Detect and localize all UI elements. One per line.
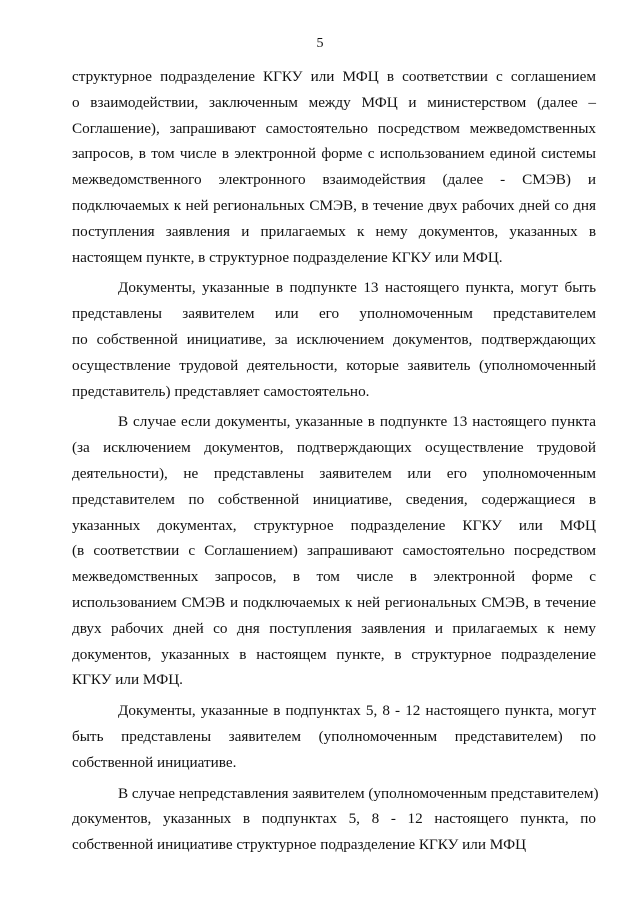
text-line: (в соответствии с Соглашением) запрашивают самостоятельно посредством — [72, 542, 596, 560]
text-line: Документы, указанные в подпунктах 5, 8 - 12 настоящего пункта, могут — [118, 702, 596, 720]
document-body — [72, 64, 599, 858]
text-line: структурное подразделение КГКУ или МФЦ в соответствии с соглашением — [72, 68, 596, 85]
text-line: собственной инициативе. — [72, 753, 237, 771]
page-number: 5 — [316, 36, 324, 51]
text-line: В случае если документы, указанные в подпункте 13 настоящего пункта — [118, 413, 596, 431]
text-line: двух рабочих дней со дня поступления заявления и прилагаемых к нему — [72, 619, 596, 637]
text-line: о взаимодействии, заключенным между МФЦ и министерством (далее – — [72, 93, 596, 111]
text-line: Соглашение), запрашивают самостоятельно посредством межведомственных — [72, 119, 596, 137]
text-line: быть представлены заявителем (уполномоченным представителем) по — [72, 727, 596, 745]
paragraph — [72, 698, 596, 775]
text-line: КГКУ или МФЦ. — [72, 671, 183, 689]
text-line: (за исключением документов, подтверждающих осуществление трудовой — [72, 439, 596, 457]
paragraph — [72, 781, 599, 858]
text-line: по собственной инициативе, за исключением документов, подтверждающих — [72, 330, 596, 348]
text-line: межведомственного электронного взаимодействия (далее - СМЭВ) и — [72, 171, 596, 189]
text-line: Документы, указанные в подпункте 13 настоящего пункта, могут быть — [118, 279, 596, 297]
text-line: использованием СМЭВ и подключаемых к ней региональных СМЭВ, в течение — [72, 593, 596, 611]
text-line: представлены заявителем или его уполномоченным представителем — [72, 305, 596, 323]
text-line: В случае непредставления заявителем (уполномоченным представителем) — [118, 784, 599, 802]
text-line: поступления заявления и прилагаемых к нему документов, указанных в — [72, 222, 596, 240]
text-line: указанных документах, структурное подразделение КГКУ или МФЦ — [72, 516, 596, 534]
text-line: подключаемых к ней региональных СМЭВ, в течение двух рабочих дней со дня — [72, 196, 596, 214]
text-line: представителем по собственной инициативе, сведения, содержащиеся в — [72, 490, 596, 508]
text-line: запросов, в том числе в электронной форме с использованием единой системы — [72, 145, 596, 163]
text-line: осуществление трудовой деятельности, которые заявитель (уполномоченный — [72, 356, 596, 374]
paragraph — [72, 409, 596, 693]
text-line: межведомственных запросов, в том числе в электронной форме с — [72, 568, 596, 586]
text-line: документов, указанных в подпунктах 5, 8 - 12 настоящего пункта, по — [72, 810, 596, 828]
paragraph — [72, 275, 596, 404]
text-line: деятельности), не представлены заявителем или его уполномоченным — [72, 464, 596, 482]
paragraph — [72, 64, 596, 270]
text-line: собственной инициативе структурное подразделение КГКУ или МФЦ — [72, 836, 527, 854]
text-line: представитель) представляет самостоятельно. — [72, 382, 370, 400]
text-line: настоящем пункте, в структурное подразделение КГКУ или МФЦ. — [72, 248, 503, 266]
text-line: документов, указанных в настоящем пункте, в структурное подразделение — [72, 645, 596, 663]
